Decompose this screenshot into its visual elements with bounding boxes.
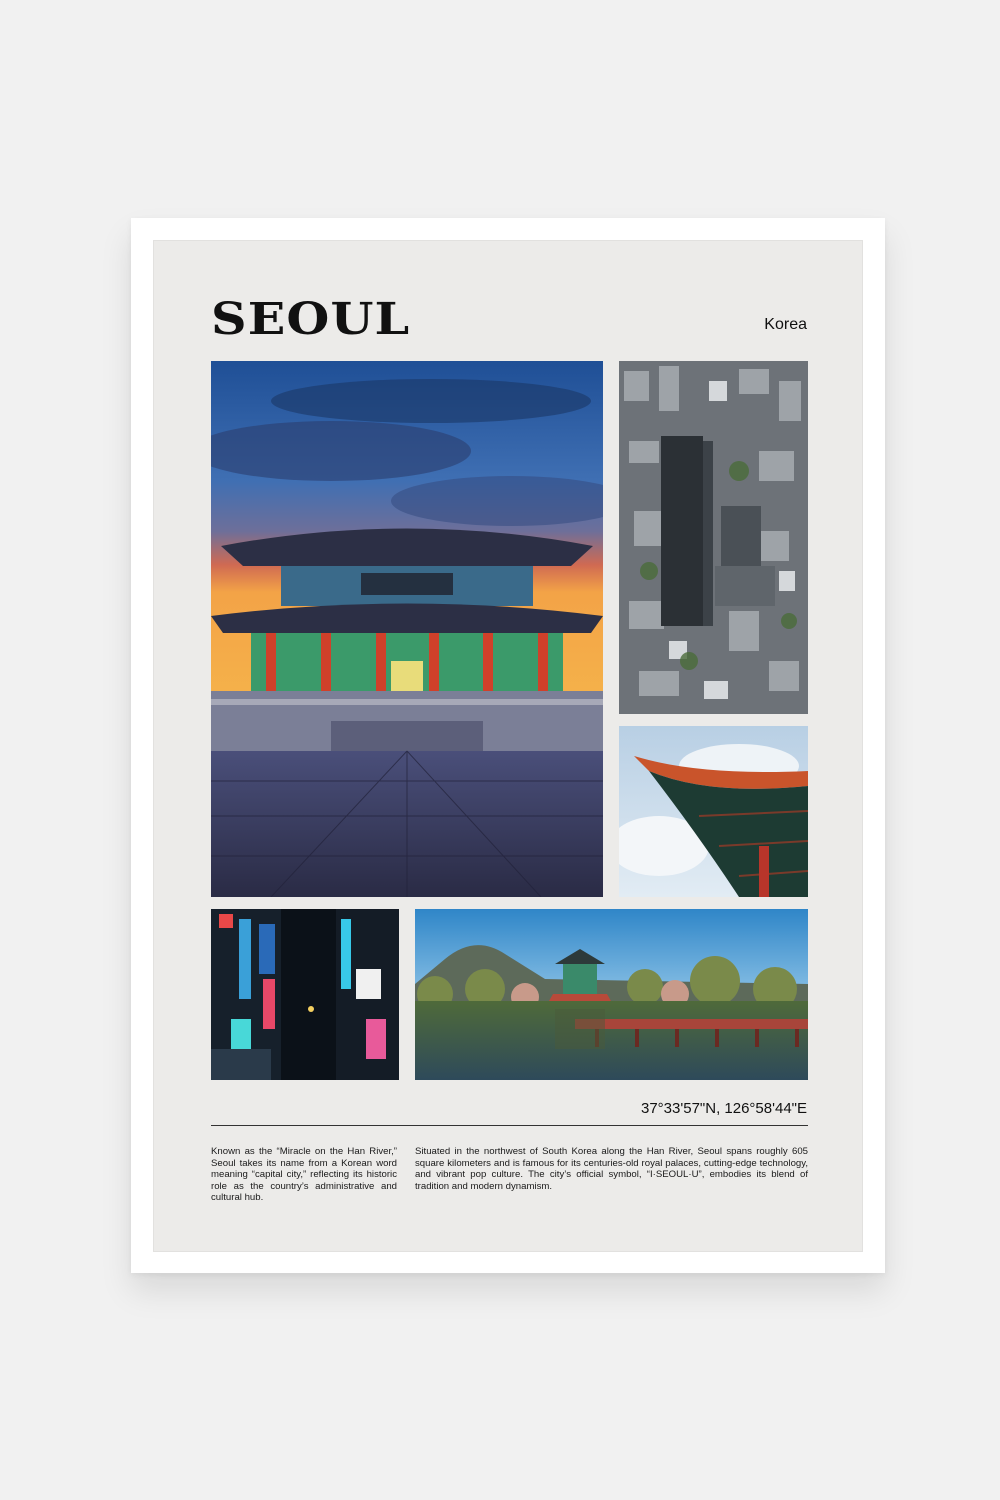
palace-photo xyxy=(211,361,603,897)
country-label: Korea xyxy=(764,316,807,333)
divider-line xyxy=(211,1125,808,1126)
description-right: Situated in the northwest of South Korea along the Han River, Seoul spans roughly 605 square kilometers and is famous for its centuries-old royal palaces, cutting-edge technology, and vibrant pop culture. The city’s official symbol, “I·SEOUL·U”, embodies its blend of tradition and modern dynamism. xyxy=(415,1146,808,1192)
night-street-photo xyxy=(211,909,399,1080)
description-left: Known as the “Miracle on the Han River,” Seoul takes its name from a Korean word meaning “capital city,” reflecting its historic role as the country’s administrative and cultural hub. xyxy=(211,1146,397,1204)
roof-eave-photo xyxy=(619,726,808,897)
coordinates-label: 37°33'57"N, 126°58'44"E xyxy=(641,1100,807,1117)
city-aerial-photo xyxy=(619,361,808,714)
pavilion-pond-photo xyxy=(415,909,808,1080)
poster-title: SEOUL xyxy=(211,294,411,345)
